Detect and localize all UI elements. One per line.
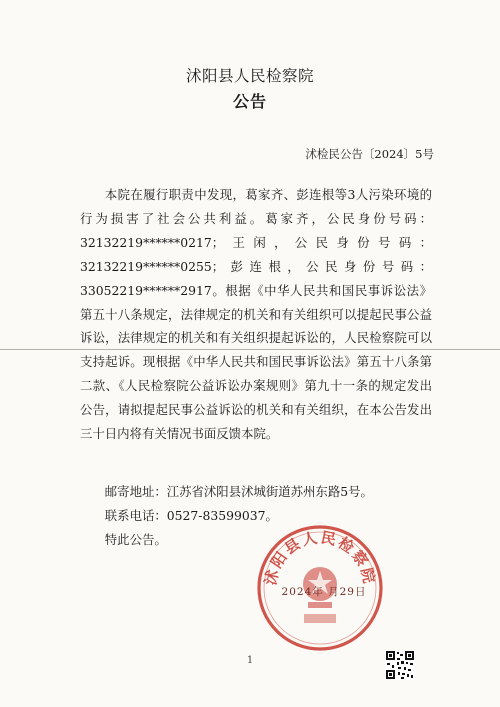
- seal-date: 2024年 月29日: [281, 586, 367, 598]
- document-body: [80, 183, 432, 446]
- document-title: 公告: [232, 92, 267, 111]
- page-number: 1: [246, 655, 254, 666]
- qr-code-icon: [385, 650, 415, 680]
- issuing-organization: 沭阳县人民检察院: [185, 67, 314, 85]
- main-paragraph: 本院在履行职责中发现，葛家齐、彭连根等3人污染环境的行为损害了社会公共利益。葛家齐，公民身份号码：32132219******0217；王闲，公民身份号码：32132219******0255；彭连根，公民身份号码：33052219******2917。根据《中华人民共和国民事诉讼法》第五十八条规定，法律规定的机关和有关组织可以提起民事公益诉讼，法律规定的机关和有关组织提起诉讼的，人民检察院可以支持起诉。现根据《中华人民共和国民事诉讼法》第五十八条第二款、《人民检察院公益诉讼办案规则》第九十一条的规定发出公告，请拟提起民事公益诉讼的机关和有关组织，在本公告发出三十日内将有关情况书面反馈本院。: [80, 187, 432, 442]
- mail-address: 邮寄地址：江苏省沭阳县沭城街道苏州东路5号。: [104, 484, 373, 499]
- contact-phone: 联系电话：0527-83599037。: [104, 508, 278, 523]
- document-number: 沭检民公告〔2024〕5号: [305, 147, 434, 161]
- seal-text: 沭阳县人民检察院: [261, 528, 379, 587]
- closing-remark: 特此公告。: [104, 532, 167, 547]
- scan-fold-line: [0, 349, 500, 350]
